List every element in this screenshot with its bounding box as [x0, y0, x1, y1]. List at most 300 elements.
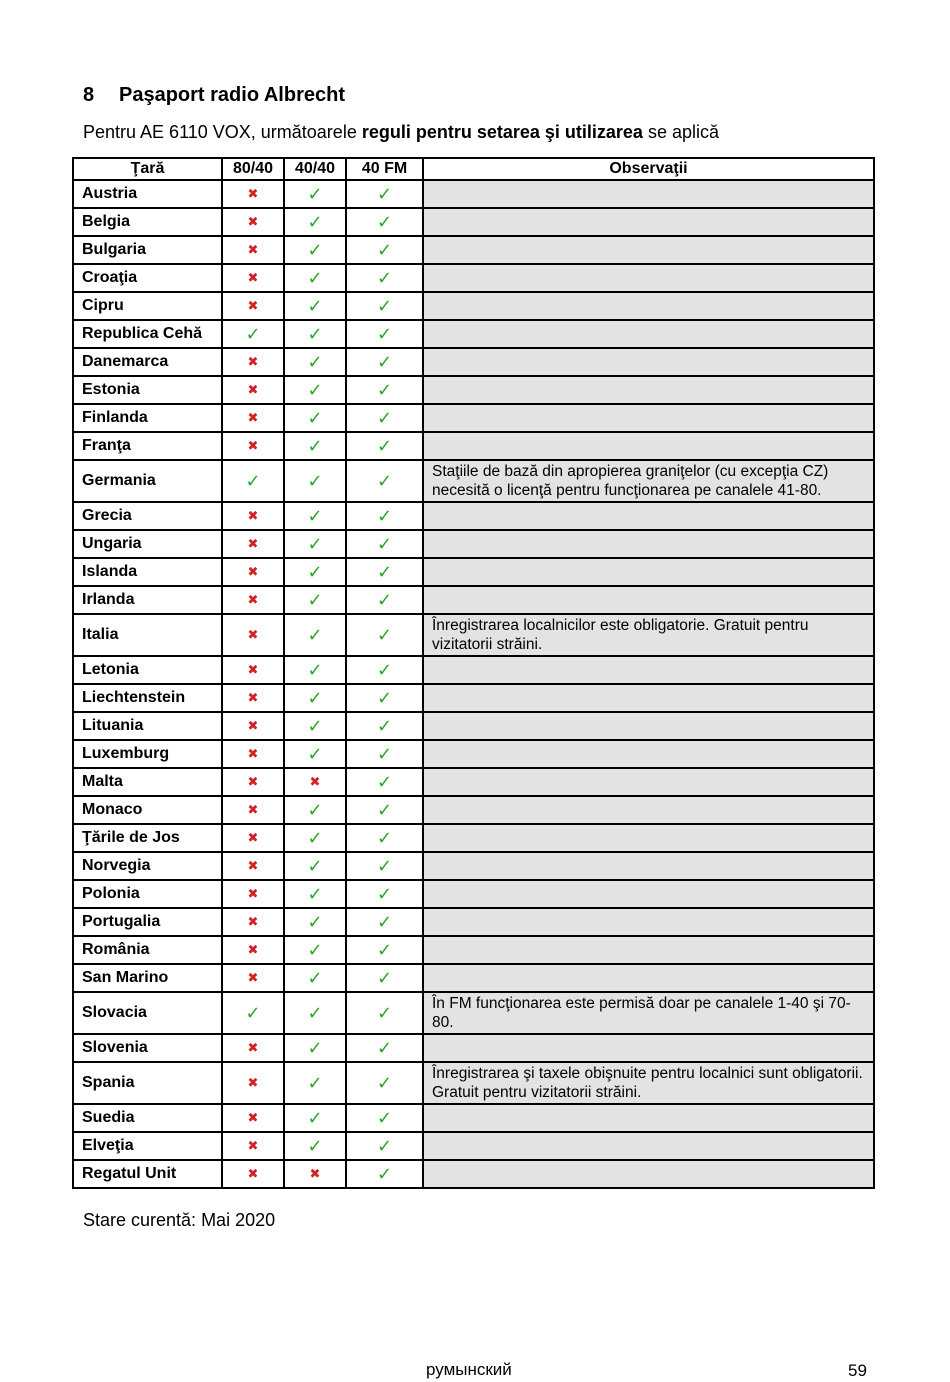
table-row: [73, 530, 874, 558]
country-cell: Suedia: [73, 1104, 222, 1132]
observation-cell: [423, 712, 874, 740]
mark-cell: [222, 530, 284, 558]
intro-prefix: Pentru AE 6110 VOX, următoarele: [83, 122, 362, 142]
section-number: 8: [83, 84, 95, 106]
mark-cell: [346, 264, 423, 292]
mark-cell: [222, 796, 284, 824]
table-row: [73, 586, 874, 614]
mark-cell: [222, 712, 284, 740]
table-row: [73, 460, 874, 502]
check-icon: ✓: [307, 561, 323, 583]
mark-cell: [284, 768, 346, 796]
mark-cell: [284, 614, 346, 656]
table-row: [73, 502, 874, 530]
mark-cell: [346, 684, 423, 712]
mark-cell: [346, 880, 423, 908]
mark-cell: [346, 712, 423, 740]
cross-icon: ✖: [309, 775, 321, 790]
cross-icon: ✖: [247, 628, 259, 643]
mark-cell: [346, 1104, 423, 1132]
observation-cell: [423, 502, 874, 530]
cross-icon: ✖: [247, 943, 259, 958]
check-icon: ✓: [307, 939, 323, 961]
mark-cell: [346, 502, 423, 530]
mark-cell: [222, 1132, 284, 1160]
table-row: [73, 768, 874, 796]
mark-cell: [222, 1160, 284, 1188]
mark-cell: [284, 208, 346, 236]
cross-icon: ✖: [247, 187, 259, 202]
check-icon: ✓: [307, 505, 323, 527]
check-icon: ✓: [307, 239, 323, 261]
check-icon: ✓: [376, 533, 393, 555]
observation-cell: [423, 824, 874, 852]
mark-cell: [222, 768, 284, 796]
observation-cell: Înregistrarea localnicilor este obligatorie. Gratuit pentru vizitatorii străini.: [423, 614, 874, 656]
country-cell: Slovacia: [73, 992, 222, 1034]
cross-icon: ✖: [247, 1139, 259, 1154]
mark-cell: [222, 236, 284, 264]
check-icon: ✓: [376, 435, 393, 457]
cross-icon: ✖: [247, 215, 259, 230]
country-cell: Spania: [73, 1062, 222, 1104]
mark-cell: [346, 432, 423, 460]
observation-cell: [423, 1104, 874, 1132]
mark-cell: [222, 852, 284, 880]
mark-cell: [284, 376, 346, 404]
country-cell: Regatul Unit: [73, 1160, 222, 1188]
table-row: [73, 712, 874, 740]
observation-cell: [423, 964, 874, 992]
check-icon: ✓: [307, 295, 323, 317]
cross-icon: ✖: [247, 565, 259, 580]
page-number: 59: [848, 1361, 867, 1380]
mark-cell: [346, 376, 423, 404]
check-icon: ✓: [376, 967, 393, 989]
mark-cell: [222, 320, 284, 348]
cross-icon: ✖: [247, 915, 259, 930]
header-observations: Observaţii: [423, 158, 874, 180]
check-icon: ✓: [307, 855, 323, 877]
country-cell: Liechtenstein: [73, 684, 222, 712]
table-row: [73, 936, 874, 964]
observation-cell: [423, 936, 874, 964]
cross-icon: ✖: [247, 691, 259, 706]
cross-icon: ✖: [247, 803, 259, 818]
cross-icon: ✖: [247, 971, 259, 986]
table-row: [73, 236, 874, 264]
check-icon: ✓: [307, 211, 323, 233]
table-row: [73, 404, 874, 432]
check-icon: ✓: [376, 911, 393, 933]
country-cell: Danemarca: [73, 348, 222, 376]
mark-cell: [346, 404, 423, 432]
table-row: [73, 292, 874, 320]
country-cell: Norvegia: [73, 852, 222, 880]
table-row: [73, 1062, 874, 1104]
mark-cell: [284, 320, 346, 348]
check-icon: ✓: [376, 470, 393, 492]
observation-cell: [423, 208, 874, 236]
country-cell: Belgia: [73, 208, 222, 236]
mark-cell: [222, 936, 284, 964]
table-row: [73, 1034, 874, 1062]
country-cell: San Marino: [73, 964, 222, 992]
cross-icon: ✖: [247, 383, 259, 398]
mark-cell: [284, 1104, 346, 1132]
cross-icon: ✖: [247, 719, 259, 734]
mark-cell: [346, 796, 423, 824]
mark-cell: [284, 712, 346, 740]
mark-cell: [346, 348, 423, 376]
observation-cell: [423, 768, 874, 796]
country-cell: România: [73, 936, 222, 964]
country-cell: Germania: [73, 460, 222, 502]
check-icon: ✓: [376, 211, 393, 233]
header-country: Ţară: [73, 158, 222, 180]
country-cell: Grecia: [73, 502, 222, 530]
cross-icon: ✖: [247, 411, 259, 426]
mark-cell: [346, 740, 423, 768]
mark-cell: [222, 1104, 284, 1132]
mark-cell: [284, 992, 346, 1034]
mark-cell: [222, 348, 284, 376]
observation-cell: [423, 908, 874, 936]
observation-cell: [423, 530, 874, 558]
mark-cell: [284, 502, 346, 530]
check-icon: ✓: [376, 771, 393, 793]
cross-icon: ✖: [247, 593, 259, 608]
mark-cell: [222, 740, 284, 768]
table-row: [73, 1104, 874, 1132]
country-cell: Polonia: [73, 880, 222, 908]
mark-cell: [346, 208, 423, 236]
check-icon: ✓: [376, 855, 393, 877]
table-row: [73, 208, 874, 236]
mark-cell: [346, 236, 423, 264]
mark-cell: [284, 740, 346, 768]
check-icon: ✓: [376, 379, 393, 401]
mark-cell: [222, 1034, 284, 1062]
header-80-40: 80/40: [222, 158, 284, 180]
country-cell: Ţările de Jos: [73, 824, 222, 852]
observation-cell: [423, 404, 874, 432]
mark-cell: [346, 992, 423, 1034]
check-icon: ✓: [376, 1037, 393, 1059]
check-icon: ✓: [307, 827, 323, 849]
table-row: [73, 320, 874, 348]
cross-icon: ✖: [247, 859, 259, 874]
observation-cell: [423, 376, 874, 404]
check-icon: ✓: [307, 1107, 323, 1129]
check-icon: ✓: [307, 589, 323, 611]
country-cell: Lituania: [73, 712, 222, 740]
check-icon: ✓: [245, 470, 261, 492]
mark-cell: [222, 460, 284, 502]
country-cell: Estonia: [73, 376, 222, 404]
mark-cell: [346, 824, 423, 852]
footer-language: румынский: [426, 1360, 512, 1379]
mark-cell: [284, 180, 346, 208]
observation-cell: [423, 320, 874, 348]
cross-icon: ✖: [309, 1167, 321, 1182]
mark-cell: [346, 1160, 423, 1188]
section-title: Paşaport radio Albrecht: [119, 84, 345, 106]
observation-cell: [423, 1132, 874, 1160]
country-cell: Irlanda: [73, 586, 222, 614]
country-cell: Bulgaria: [73, 236, 222, 264]
check-icon: ✓: [376, 1107, 393, 1129]
table-row: [73, 852, 874, 880]
check-icon: ✓: [376, 351, 393, 373]
check-icon: ✓: [376, 1135, 393, 1157]
table-row: [73, 1132, 874, 1160]
mark-cell: [284, 348, 346, 376]
check-icon: ✓: [376, 407, 393, 429]
mark-cell: [222, 964, 284, 992]
mark-cell: [346, 586, 423, 614]
mark-cell: [284, 558, 346, 586]
mark-cell: [346, 558, 423, 586]
table-row: [73, 656, 874, 684]
mark-cell: [284, 824, 346, 852]
table-row: [73, 180, 874, 208]
check-icon: ✓: [376, 1072, 393, 1094]
country-cell: Ungaria: [73, 530, 222, 558]
mark-cell: [222, 404, 284, 432]
mark-cell: [222, 992, 284, 1034]
observation-cell: [423, 292, 874, 320]
country-cell: Monaco: [73, 796, 222, 824]
observation-cell: [423, 684, 874, 712]
observation-cell: [423, 236, 874, 264]
mark-cell: [284, 292, 346, 320]
mark-cell: [284, 264, 346, 292]
mark-cell: [222, 432, 284, 460]
check-icon: ✓: [376, 743, 393, 765]
check-icon: ✓: [307, 1037, 323, 1059]
check-icon: ✓: [376, 659, 393, 681]
mark-cell: [222, 684, 284, 712]
mark-cell: [284, 586, 346, 614]
table-row: [73, 348, 874, 376]
table-row: [73, 264, 874, 292]
observation-cell: [423, 348, 874, 376]
table-row: [73, 684, 874, 712]
status-date: Stare curentă: Mai 2020: [83, 1210, 276, 1230]
check-icon: ✓: [376, 561, 393, 583]
mark-cell: [284, 656, 346, 684]
mark-cell: [222, 292, 284, 320]
observation-cell: Înregistrarea şi taxele obişnuite pentru localnici sunt obligatorii. Gratuit pentru vizitatorii străini.: [423, 1062, 874, 1104]
mark-cell: [346, 936, 423, 964]
cross-icon: ✖: [247, 1111, 259, 1126]
check-icon: ✓: [376, 295, 393, 317]
country-cell: Franţa: [73, 432, 222, 460]
mark-cell: [222, 824, 284, 852]
cross-icon: ✖: [247, 439, 259, 454]
observation-cell: [423, 852, 874, 880]
country-cell: Luxemburg: [73, 740, 222, 768]
check-icon: ✓: [376, 799, 393, 821]
mark-cell: [346, 1034, 423, 1062]
mark-cell: [346, 614, 423, 656]
check-icon: ✓: [307, 267, 323, 289]
cross-icon: ✖: [247, 747, 259, 762]
cross-icon: ✖: [247, 537, 259, 552]
observation-cell: Staţiile de bază din apropierea graniţelor (cu excepţia CZ) necesită o licenţă pentru funcţionarea pe canalele 41-80.: [423, 460, 874, 502]
mark-cell: [222, 558, 284, 586]
mark-cell: [346, 908, 423, 936]
mark-cell: [222, 908, 284, 936]
table-row: [73, 992, 874, 1034]
mark-cell: [222, 502, 284, 530]
cross-icon: ✖: [247, 887, 259, 902]
check-icon: ✓: [307, 743, 323, 765]
table-row: [73, 614, 874, 656]
check-icon: ✓: [307, 659, 323, 681]
check-icon: ✓: [307, 715, 323, 737]
mark-cell: [284, 1160, 346, 1188]
check-icon: ✓: [307, 351, 323, 373]
check-icon: ✓: [376, 687, 393, 709]
mark-cell: [222, 614, 284, 656]
mark-cell: [284, 908, 346, 936]
mark-cell: [346, 656, 423, 684]
check-icon: ✓: [307, 323, 323, 345]
check-icon: ✓: [376, 1163, 393, 1185]
mark-cell: [284, 432, 346, 460]
check-icon: ✓: [307, 799, 323, 821]
check-icon: ✓: [307, 1072, 323, 1094]
check-icon: ✓: [307, 470, 323, 492]
intro-bold: reguli pentru setarea şi utilizarea: [361, 122, 643, 142]
check-icon: ✓: [307, 379, 323, 401]
cross-icon: ✖: [247, 243, 259, 258]
table-header-row: [73, 158, 874, 180]
observation-cell: [423, 432, 874, 460]
check-icon: ✓: [245, 1002, 261, 1024]
table-row: [73, 880, 874, 908]
mark-cell: [284, 404, 346, 432]
mark-cell: [346, 292, 423, 320]
cross-icon: ✖: [247, 1041, 259, 1056]
radio-passport-table: [72, 157, 875, 1189]
cross-icon: ✖: [247, 663, 259, 678]
check-icon: ✓: [307, 687, 323, 709]
check-icon: ✓: [307, 1002, 323, 1024]
mark-cell: [284, 236, 346, 264]
mark-cell: [284, 1132, 346, 1160]
table-row: [73, 964, 874, 992]
table-body: [73, 180, 874, 1188]
observation-cell: [423, 586, 874, 614]
mark-cell: [284, 880, 346, 908]
check-icon: ✓: [245, 323, 261, 345]
country-cell: Italia: [73, 614, 222, 656]
mark-cell: [222, 880, 284, 908]
observation-cell: [423, 740, 874, 768]
table-row: [73, 558, 874, 586]
mark-cell: [346, 964, 423, 992]
table-row: [73, 376, 874, 404]
table-row: [73, 824, 874, 852]
check-icon: ✓: [376, 827, 393, 849]
mark-cell: [346, 530, 423, 558]
mark-cell: [222, 586, 284, 614]
mark-cell: [346, 852, 423, 880]
mark-cell: [284, 964, 346, 992]
country-cell: Letonia: [73, 656, 222, 684]
mark-cell: [284, 1034, 346, 1062]
check-icon: ✓: [376, 505, 393, 527]
mark-cell: [346, 768, 423, 796]
mark-cell: [222, 376, 284, 404]
country-cell: Austria: [73, 180, 222, 208]
check-icon: ✓: [376, 624, 393, 646]
mark-cell: [222, 1062, 284, 1104]
mark-cell: [284, 684, 346, 712]
mark-cell: [222, 264, 284, 292]
country-cell: Elveţia: [73, 1132, 222, 1160]
check-icon: ✓: [307, 533, 323, 555]
country-cell: Slovenia: [73, 1034, 222, 1062]
country-cell: Croaţia: [73, 264, 222, 292]
check-icon: ✓: [307, 624, 323, 646]
mark-cell: [346, 180, 423, 208]
mark-cell: [284, 460, 346, 502]
header-40-fm: 40 FM: [346, 158, 423, 180]
mark-cell: [346, 460, 423, 502]
mark-cell: [284, 1062, 346, 1104]
table-row: [73, 796, 874, 824]
observation-cell: În FM funcţionarea este permisă doar pe canalele 1-40 şi 70-80.: [423, 992, 874, 1034]
observation-cell: [423, 1160, 874, 1188]
country-cell: Portugalia: [73, 908, 222, 936]
check-icon: ✓: [376, 323, 393, 345]
intro-paragraph: [83, 122, 719, 143]
table-row: [73, 1160, 874, 1188]
mark-cell: [284, 852, 346, 880]
check-icon: ✓: [307, 407, 323, 429]
country-cell: Islanda: [73, 558, 222, 586]
section-heading: [83, 84, 345, 107]
mark-cell: [284, 796, 346, 824]
observation-cell: [423, 880, 874, 908]
observation-cell: [423, 656, 874, 684]
check-icon: ✓: [307, 183, 323, 205]
country-cell: Republica Cehă: [73, 320, 222, 348]
cross-icon: ✖: [247, 1167, 259, 1182]
cross-icon: ✖: [247, 1076, 259, 1091]
check-icon: ✓: [376, 715, 393, 737]
mark-cell: [346, 320, 423, 348]
observation-cell: [423, 1034, 874, 1062]
country-cell: Finlanda: [73, 404, 222, 432]
mark-cell: [222, 656, 284, 684]
mark-cell: [284, 530, 346, 558]
check-icon: ✓: [376, 183, 393, 205]
table-row: [73, 908, 874, 936]
check-icon: ✓: [307, 1135, 323, 1157]
check-icon: ✓: [307, 911, 323, 933]
check-icon: ✓: [307, 967, 323, 989]
mark-cell: [346, 1062, 423, 1104]
mark-cell: [284, 936, 346, 964]
cross-icon: ✖: [247, 299, 259, 314]
check-icon: ✓: [376, 883, 393, 905]
cross-icon: ✖: [247, 271, 259, 286]
